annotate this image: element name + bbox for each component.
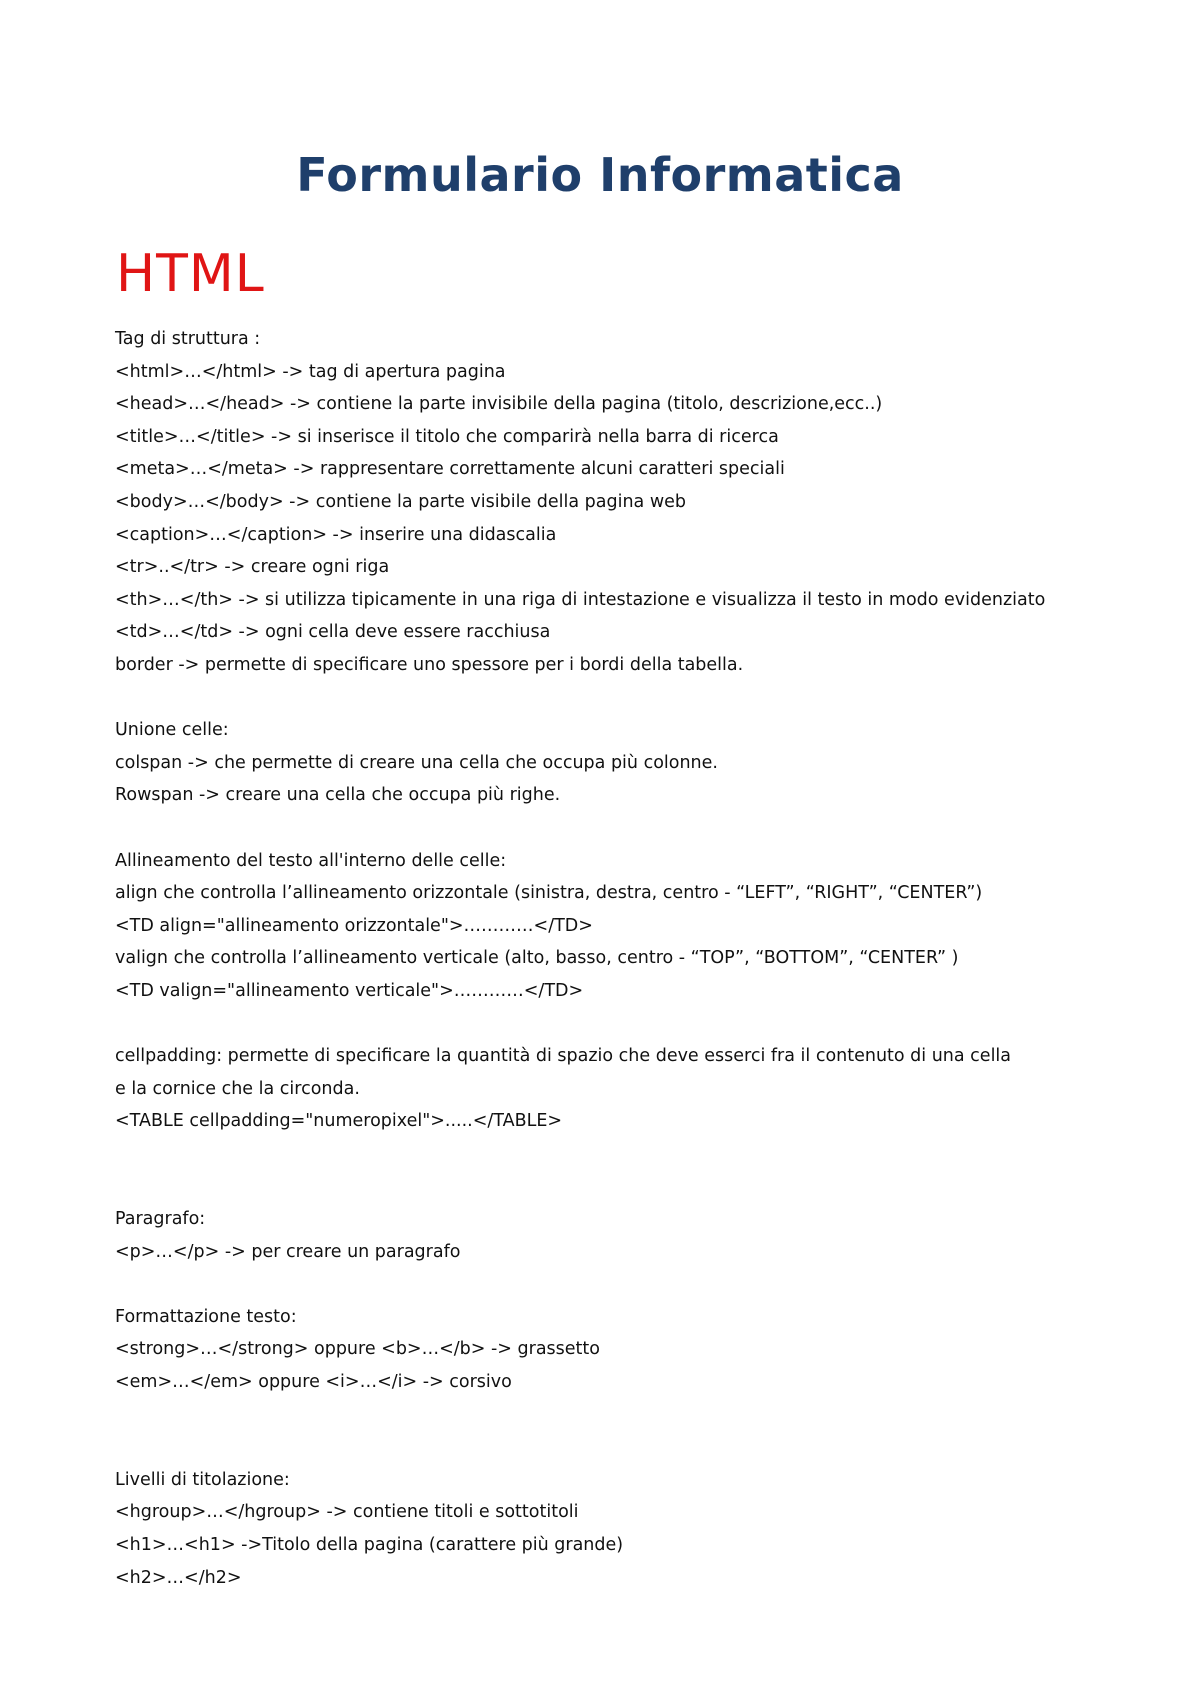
text-line: <em>…</em> oppure <i>…</i> -> corsivo [115,1372,512,1392]
text-line: align che controlla l’allineamento orizzontale (sinistra, destra, centro - “LEFT”, “RIGHT”, “CENTER”) [115,883,983,904]
text-line: Paragrafo: [115,1209,206,1230]
text-line: <TD valign="allineamento verticale">…………</TD> [115,980,584,1001]
text-line: <caption>…</caption> -> inserire una didascalia [115,524,557,545]
text-line: <TABLE cellpadding="numeropixel">.....</TABLE> [115,1111,563,1132]
text-line: Rowspan -> creare una cella che occupa più righe. [115,785,561,806]
document-body [115,323,1105,1594]
text-line: <hgroup>…</hgroup> -> contiene titoli e sottotitoli [115,1502,579,1523]
text-line: Unione celle: [115,720,229,741]
text-line: <td>…</td> -> ogni cella deve essere racchiusa [115,622,551,643]
text-line: <th>…</th> -> si utilizza tipicamente in una riga di intestazione e visualizza il testo in modo evidenziato [115,589,1046,610]
text-line: <p>…</p> -> per creare un paragrafo [115,1241,461,1262]
text-line: <strong>…</strong> oppure <b>…</b> -> grassetto [115,1339,600,1360]
blank-line [115,1007,1105,1040]
text-line: Livelli di titolazione: [115,1469,290,1490]
text-line: <h2>…</h2> [115,1567,242,1588]
blank-line [115,1170,1105,1203]
blank-line [115,812,1105,845]
text-line: Formattazione testo: [115,1306,297,1327]
text-line: border -> permette di specificare uno spessore per i bordi della tabella. [115,654,744,675]
text-line: cellpadding: permette di specificare la quantità di spazio che deve esserci fra il contenuto di una cella [115,1046,1012,1067]
text-line: colspan -> che permette di creare una cella che occupa più colonne. [115,752,718,773]
section-heading-html: HTML [116,244,265,304]
text-line: valign che controlla l’allineamento verticale (alto, basso, centro - “TOP”, “BOTTOM”, “CENTER” ) [115,948,959,969]
blank-line [115,1268,1105,1301]
text-line: <TD align="allineamento orizzontale">…………</TD> [115,915,593,936]
text-line: <tr>..</tr> -> creare ogni riga [115,557,390,578]
blank-line [115,1399,1105,1432]
text-line: <h1>…<h1> ->Titolo della pagina (carattere più grande) [115,1534,624,1555]
text-line: <meta>…</meta> -> rappresentare correttamente alcuni caratteri speciali [115,459,785,480]
text-line: <head>…</head> -> contiene la parte invisibile della pagina (titolo, descrizione,ecc..) [115,394,883,415]
blank-line [115,682,1105,715]
text-line: Allineamento del testo all'interno delle celle: [115,850,507,871]
text-line: e la cornice che la circonda. [115,1078,360,1099]
text-line: <html>…</html> -> tag di apertura pagina [115,361,506,382]
text-line: <body>…</body> -> contiene la parte visibile della pagina web [115,491,687,512]
text-line: Tag di struttura : [115,329,261,349]
text-line: <title>…</title> -> si inserisce il titolo che comparirà nella barra di ricerca [115,426,779,447]
blank-line [115,1138,1105,1171]
document-title: Formulario Informatica [296,148,904,202]
blank-line [115,1431,1105,1464]
